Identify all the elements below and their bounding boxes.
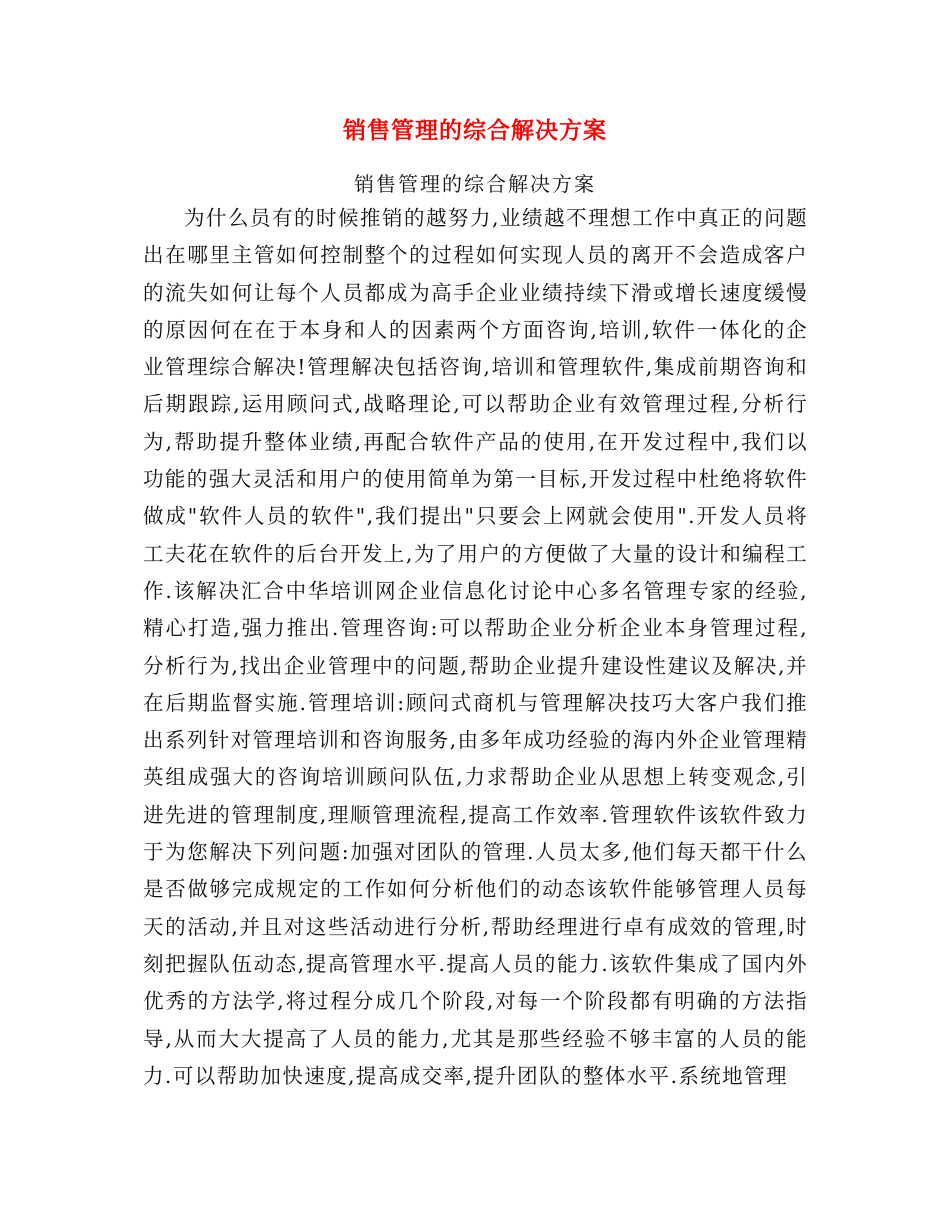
document-title: 销售管理的综合解决方案 <box>343 118 607 144</box>
document-body-paragraph: 为什么员有的时候推销的越努力,业绩越不理想工作中真正的问题出在哪里主管如何控制整个的过程如何实现人员的离开不会造成客户的流失如何让每个人员都成为高手企业业绩持续下滑或增长速度缓慢的原因何在在于本身和人的因素两个方面咨询,培训,软件一体化的企业管理综合解决!管理解决包括咨询,培训和管理软件,集成前期咨询和后期跟踪,运用顾问式,战略理论,可以帮助企业有效管理过程,分析行为,帮助提升整体业绩,再配合软件产品的使用,在开发过程中,我们以功能的强大灵活和用户的使用简单为第一目标,开发过程中杜绝将软件做成"软件人员的软件",我们提出"只要会上网就会使用".开发人员将工夫花在软件的后台开发上,为了用户的方便做了大量的设计和编程工作.该解决汇合中华培训网企业信息化讨论中心多名管理专家的经验,精心打造,强力推出.管理咨询:可以帮助企业分析企业本身管理过程,分析行为,找出企业管理中的问题,帮助企业提升建设性建议及解决,并在后期监督实施.管理培训:顾问式商机与管理解决技巧大客户我们推出系列针对管理培训和咨询服务,由多年成功经验的海内外企业管理精英组成强大的咨询培训顾问队伍,力求帮助企业从思想上转变观念,引进先进的管理制度,理顺管理流程,提高工作效率.管理软件该软件致力于为您解决下列问题:加强对团队的管理.人员太多,他们每天都干什么是否做够完成规定的工作如何分析他们的动态该软件能够管理人员每天的活动,并且对这些活动进行分析,帮助经理进行卓有成效的管理,时刻把握队伍动态,提高管理水平.提高人员的能力.该软件集成了国内外优秀的方法学,将过程分成几个阶段,对每一个阶段都有明确的方法指导,从而大大提高了人员的能力,尤其是那些经验不够丰富的人员的能力.可以帮助加快速度,提高成交率,提升团队的整体水平.系统地管理 <box>143 206 808 1088</box>
document-subtitle: 销售管理的综合解决方案 <box>354 172 596 196</box>
